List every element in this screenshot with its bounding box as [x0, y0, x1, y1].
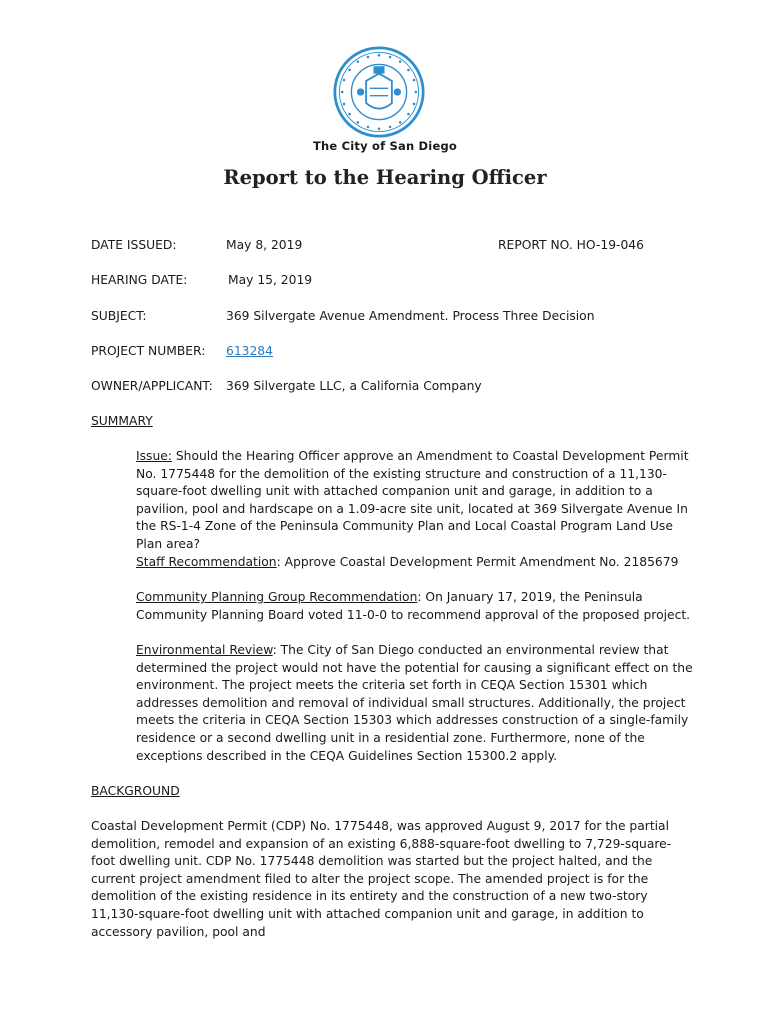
city-seal-icon	[333, 46, 425, 138]
date-issued-label: DATE ISSUED:	[91, 238, 177, 252]
cpg-recommendation-text: : On January 17, 2019, the Peninsula Community Planning Board voted 11-0-0 to recommend approval of the proposed project.	[136, 590, 691, 622]
environmental-review-label: Environmental Review	[136, 643, 273, 657]
project-number-link[interactable]: 613284	[226, 344, 273, 358]
staff-recommendation-text: : Approve Coastal Development Permit Amendment No. 2185679	[276, 555, 679, 569]
staff-recommendation-label: Staff Recommendation	[136, 555, 277, 569]
hearing-date-label: HEARING DATE:	[91, 273, 188, 287]
issue-paragraph	[136, 448, 696, 554]
report-number: REPORT NO. HO-19-046	[498, 238, 644, 252]
date-issued-value: May 8, 2019	[226, 238, 303, 252]
cpg-recommendation-paragraph	[136, 589, 696, 624]
background-heading: BACKGROUND	[91, 784, 180, 798]
page-title: Report to the Hearing Officer	[223, 166, 547, 189]
subject-value: 369 Silvergate Avenue Amendment. Process Three Decision	[226, 309, 595, 323]
subject-label: SUBJECT:	[91, 309, 147, 323]
project-number-label: PROJECT NUMBER:	[91, 344, 206, 358]
city-name-text: The City of San Diego	[313, 139, 457, 153]
owner-value: 369 Silvergate LLC, a California Company	[226, 379, 482, 393]
owner-label: OWNER/APPLICANT:	[91, 379, 213, 393]
hearing-date-value: May 15, 2019	[228, 273, 313, 287]
staff-recommendation-paragraph	[136, 554, 696, 572]
environmental-review-text: : The City of San Diego conducted an environmental review that determined the project would not have the potential for causing a significant effect on the environment. The project meets the criteria set forth in CEQA Section 15301 which addresses demolition and removal of individual small structures. Additionally, the project meets the criteria in CEQA Section 15303 which addresses construction of a single-family residence or a second dwelling unit in a residential zone. Furthermore, none of the exceptions described in the CEQA Guidelines Section 15300.2 apply.	[136, 643, 693, 763]
city-name	[0, 139, 770, 153]
background-paragraph: Coastal Development Permit (CDP) No. 1775448, was approved August 9, 2017 for the partial demolition, remodel and expansion of an existing 6,888-square-foot dwelling to 7,729-square-foot dwelling unit. CDP No. 1775448 demolition was started but the project halted, and the current project amendment filed to alter the project scope. The amended project is for the demolition of the existing residence in its entirety and the construction of a new two-story 11,130-square-foot dwelling unit with attached companion unit and garage, in addition to accessory pavilion, pool and	[91, 819, 672, 939]
environmental-review-paragraph	[136, 642, 696, 765]
summary-heading: SUMMARY	[91, 414, 153, 428]
issue-text: Should the Hearing Officer approve an Amendment to Coastal Development Permit No. 1775448 for the demolition of the existing structure and construction of a 11,130-square-foot dwelling unit with attached companion unit and garage, in addition to a pavilion, pool and hardscape on a 1.09-acre site unit, located at 369 Silvergate Avenue In the RS-1-4 Zone of the Peninsula Community Plan and Local Coastal Program Land Use Plan area?	[136, 449, 689, 551]
issue-label: Issue:	[136, 449, 172, 463]
cpg-recommendation-label: Community Planning Group Recommendation	[136, 590, 418, 604]
